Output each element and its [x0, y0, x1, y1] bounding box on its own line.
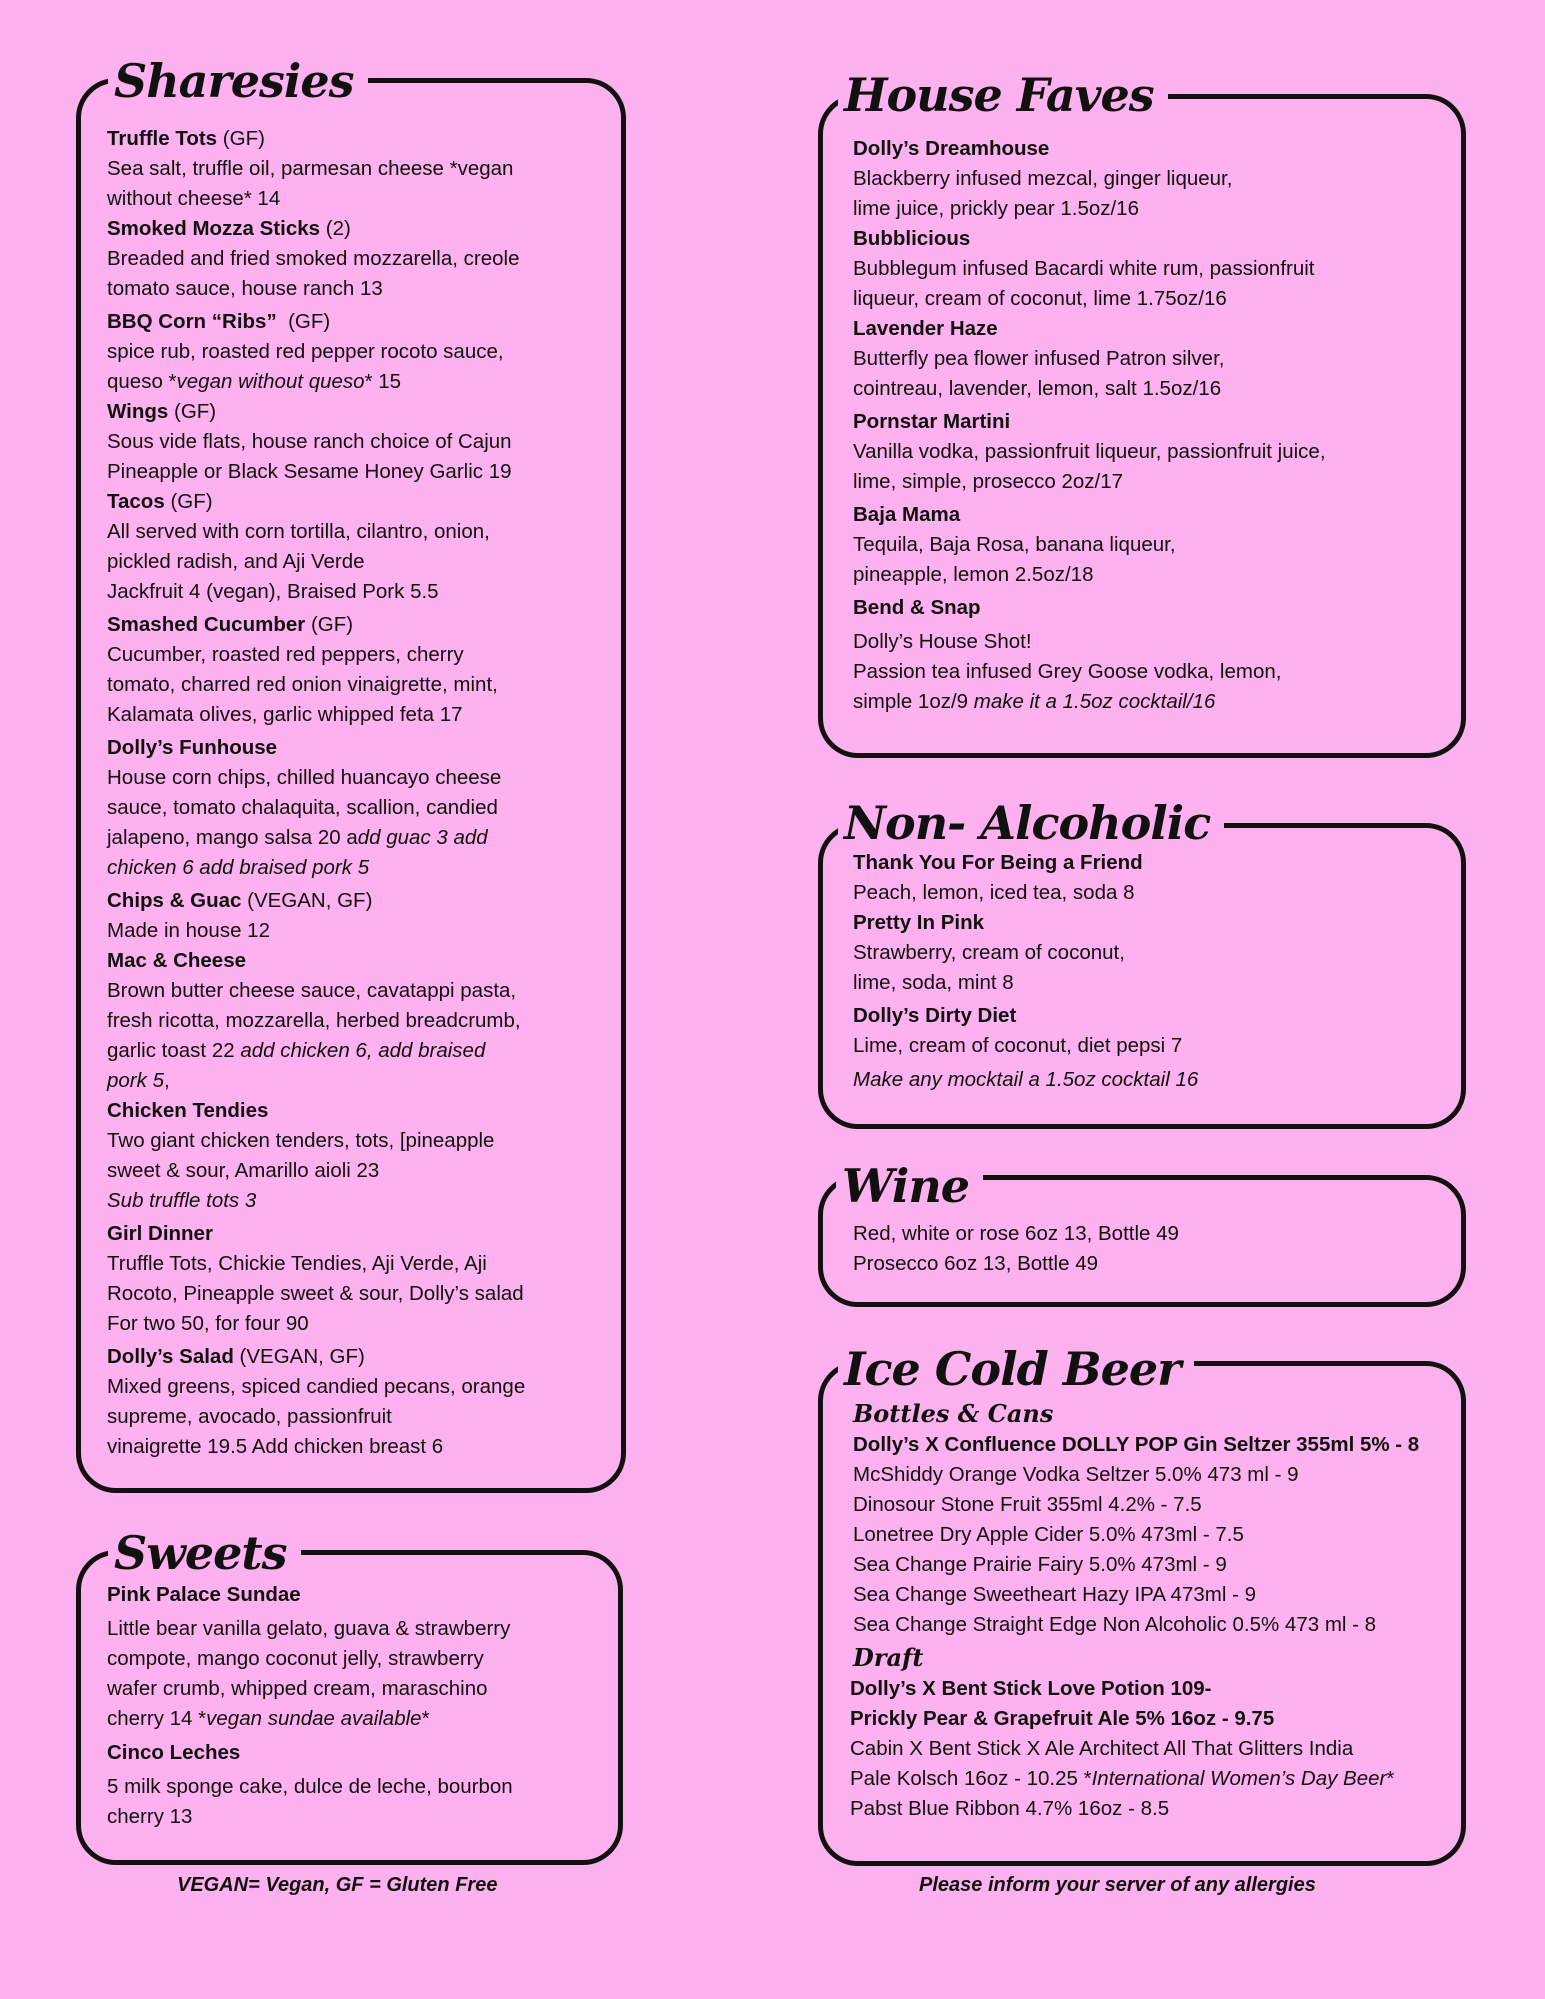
- item-desc: lime juice, prickly pear 1.5oz/16: [853, 197, 1139, 220]
- item-tag: (GF): [310, 613, 354, 636]
- sweets-content: [107, 1580, 513, 1832]
- item-name: Smashed Cucumber: [107, 613, 306, 636]
- item-desc: cherry 13: [107, 1805, 193, 1828]
- mocktail-note: Make any mocktail a 1.5oz cocktail 16: [853, 1068, 1199, 1091]
- item-desc: Passion tea infused Grey Goose vodka, lemon,: [853, 660, 1282, 683]
- item-desc: Mixed greens, spiced candied pecans, orange: [107, 1375, 526, 1398]
- item-desc: Brown butter cheese sauce, cavatappi pasta,: [107, 979, 517, 1002]
- item-name: Dolly’s Dirty Diet: [853, 1004, 1017, 1027]
- menu-item-chips-guac: [107, 886, 525, 946]
- item-desc: fresh ricotta, mozzarella, herbed breadcrumb,: [107, 1009, 521, 1032]
- item-desc: without cheese* 14: [107, 187, 281, 210]
- item-desc: tomato sauce, house ranch 13: [107, 277, 383, 300]
- menu-item-cinco-leches: [107, 1738, 513, 1832]
- item-desc: * 15: [364, 370, 402, 393]
- item-desc: Cucumber, roasted red peppers, cherry: [107, 643, 464, 666]
- item-name: Dolly’s Salad: [107, 1345, 234, 1368]
- wine-content: [853, 1219, 1179, 1279]
- item-name: Tacos: [107, 490, 165, 513]
- item-desc: cointreau, lavender, lemon, salt 1.5oz/16: [853, 377, 1222, 400]
- wine-title: Wine: [836, 1163, 983, 1209]
- item-desc: compote, mango coconut jelly, strawberry: [107, 1647, 484, 1670]
- item-name: Thank You For Being a Friend: [853, 851, 1143, 874]
- item-desc: House corn chips, chilled huancayo cheese: [107, 766, 502, 789]
- sharesies-content: [107, 124, 525, 1462]
- item-desc: Lime, cream of coconut, diet pepsi 7: [853, 1034, 1183, 1057]
- item-desc: Sea salt, truffle oil, parmesan cheese *vegan: [107, 157, 514, 180]
- house-faves-title: House Faves: [838, 72, 1168, 118]
- beer-item: Lonetree Dry Apple Cider 5.0% 473ml - 7.5: [853, 1523, 1244, 1546]
- menu-item-dollys-salad: [107, 1342, 525, 1462]
- drink-thank-you-friend: [853, 848, 1198, 908]
- non-alcoholic-title: Non- Alcoholic: [838, 800, 1224, 846]
- item-desc: Breaded and fried smoked mozzarella, creole: [107, 247, 520, 270]
- item-name: Wings: [107, 400, 169, 423]
- item-desc: garlic toast 22: [107, 1039, 241, 1062]
- drink-pretty-in-pink: [853, 908, 1198, 998]
- item-desc: Peach, lemon, iced tea, soda 8: [853, 881, 1135, 904]
- item-desc: Two giant chicken tenders, tots, [pineapple: [107, 1129, 495, 1152]
- item-desc-note: pork 5: [107, 1069, 164, 1092]
- beer-item: Pale Kolsch 16oz - 10.25 *: [850, 1767, 1092, 1790]
- item-name: Baja Mama: [853, 503, 961, 526]
- wine-line: Prosecco 6oz 13, Bottle 49: [853, 1252, 1099, 1275]
- item-name: Lavender Haze: [853, 317, 998, 340]
- item-name: Mac & Cheese: [107, 949, 247, 972]
- item-desc: Tequila, Baja Rosa, banana liqueur,: [853, 533, 1176, 556]
- item-desc: pickled radish, and Aji Verde: [107, 550, 365, 573]
- item-desc: cherry 14 *: [107, 1707, 207, 1730]
- beer-item: Dolly’s X Confluence DOLLY POP Gin Seltzer 355ml 5% - 8: [853, 1433, 1420, 1456]
- item-desc: sauce, tomato chalaquita, scallion, candied: [107, 796, 498, 819]
- item-desc: Strawberry, cream of coconut,: [853, 941, 1125, 964]
- item-name: Truffle Tots: [107, 127, 218, 150]
- beer-item: Sea Change Prairie Fairy 5.0% 473ml - 9: [853, 1553, 1227, 1576]
- item-desc: ,: [163, 1069, 170, 1092]
- beer-item: Pabst Blue Ribbon 4.7% 16oz - 8.5: [850, 1797, 1170, 1820]
- drink-baja-mama: [853, 500, 1326, 590]
- dietary-legend: VEGAN= Vegan, GF = Gluten Free: [177, 1874, 498, 1896]
- beer-title: Ice Cold Beer: [838, 1346, 1194, 1392]
- beer-item: Dolly’s X Bent Stick Love Potion 109-: [850, 1677, 1212, 1700]
- sharesies-title: Sharesies: [108, 58, 368, 104]
- item-desc-note: chicken 6 add braised pork 5: [107, 856, 370, 879]
- item-desc: jalapeno, mango salsa 20 a: [107, 826, 358, 849]
- item-desc: sweet & sour, Amarillo aioli 23: [107, 1159, 380, 1182]
- drink-lavender-haze: [853, 314, 1326, 404]
- item-tag: (GF): [170, 490, 213, 513]
- item-name: Girl Dinner: [107, 1222, 213, 1245]
- item-name: Smoked Mozza Sticks: [107, 217, 321, 240]
- menu-item-mac-cheese: [107, 946, 525, 1096]
- item-tag: (VEGAN, GF): [239, 1345, 365, 1368]
- item-name: Pornstar Martini: [853, 410, 1011, 433]
- drink-dollys-dreamhouse: [853, 134, 1326, 224]
- item-desc: Rocoto, Pineapple sweet & sour, Dolly’s salad: [107, 1282, 524, 1305]
- item-desc: Jackfruit 4 (vegan), Braised Pork 5.5: [107, 580, 439, 603]
- menu-item-wings: [107, 397, 525, 487]
- item-desc: queso *: [107, 370, 177, 393]
- item-tag: (GF): [222, 127, 265, 150]
- beer-item: Dinosour Stone Fruit 355ml 4.2% - 7.5: [853, 1493, 1202, 1516]
- item-desc: pineapple, lemon 2.5oz/18: [853, 563, 1094, 586]
- drink-bend-snap: [853, 593, 1326, 717]
- house-faves-content: [853, 134, 1326, 717]
- menu-item-chicken-tendies: [107, 1096, 525, 1216]
- item-tag: (GF): [288, 310, 331, 333]
- item-desc: lime, soda, mint 8: [853, 971, 1014, 994]
- draft-heading: Draft: [853, 1643, 924, 1672]
- menu-item-girl-dinner: [107, 1219, 525, 1339]
- item-desc: Dolly’s House Shot!: [853, 630, 1032, 653]
- item-desc: spice rub, roasted red pepper rocoto sauce,: [107, 340, 504, 363]
- beer-item: McShiddy Orange Vodka Seltzer 5.0% 473 ml - 9: [853, 1463, 1299, 1486]
- item-desc: simple 1oz/9: [853, 690, 974, 713]
- item-desc: 5 milk sponge cake, dulce de leche, bourbon: [107, 1775, 513, 1798]
- item-name: BBQ Corn “Ribs”: [107, 310, 277, 333]
- item-desc-note: vegan without queso: [176, 370, 365, 393]
- item-tag: (2): [325, 217, 351, 240]
- item-desc: Pineapple or Black Sesame Honey Garlic 19: [107, 460, 512, 483]
- allergy-notice: Please inform your server of any allergies: [919, 1874, 1316, 1896]
- item-desc: Kalamata olives, garlic whipped feta 17: [107, 703, 463, 726]
- menu-item-truffle-tots: [107, 124, 525, 214]
- item-desc: Butterfly pea flower infused Patron silver,: [853, 347, 1225, 370]
- item-desc: wafer crumb, whipped cream, maraschino: [107, 1677, 488, 1700]
- item-desc: Little bear vanilla gelato, guava & strawberry: [107, 1617, 511, 1640]
- beer-item: Prickly Pear & Grapefruit Ale 5% 16oz - 9.75: [850, 1707, 1275, 1730]
- menu-item-smashed-cucumber: [107, 610, 525, 730]
- item-desc-note: add chicken 6, add braised: [240, 1039, 486, 1062]
- bottles-cans-heading: Bottles & Cans: [853, 1399, 1054, 1428]
- item-desc: Bubblegum infused Bacardi white rum, passionfruit: [853, 257, 1315, 280]
- item-name: Bubblicious: [853, 227, 971, 250]
- item-desc: Vanilla vodka, passionfruit liqueur, passionfruit juice,: [853, 440, 1326, 463]
- drink-bubblicious: [853, 224, 1326, 314]
- sweets-title: Sweets: [108, 1530, 301, 1576]
- beer-item: Cabin X Bent Stick X Ale Architect All That Glitters India: [850, 1737, 1354, 1760]
- item-name: Dolly’s Dreamhouse: [853, 137, 1050, 160]
- wine-line: Red, white or rose 6oz 13, Bottle 49: [853, 1222, 1179, 1245]
- item-name: Chicken Tendies: [107, 1099, 269, 1122]
- item-name: Chips & Guac: [107, 889, 242, 912]
- item-desc: Made in house 12: [107, 919, 270, 942]
- item-name: Cinco Leches: [107, 1741, 241, 1764]
- beer-item: Sea Change Straight Edge Non Alcoholic 0.5% 473 ml - 8: [853, 1613, 1377, 1636]
- item-desc: Blackberry infused mezcal, ginger liqueur,: [853, 167, 1233, 190]
- item-tag: (VEGAN, GF): [247, 889, 373, 912]
- menu-item-pink-palace-sundae: [107, 1580, 513, 1734]
- item-desc: For two 50, for four 90: [107, 1312, 309, 1335]
- item-desc: All served with corn tortilla, cilantro, onion,: [107, 520, 490, 543]
- item-desc-note: make it a 1.5oz cocktail/16: [973, 690, 1216, 713]
- item-desc: Sous vide flats, house ranch choice of Cajun: [107, 430, 512, 453]
- beer-item: Sea Change Sweetheart Hazy IPA 473ml - 9: [853, 1583, 1257, 1606]
- item-desc: liqueur, cream of coconut, lime 1.75oz/16: [853, 287, 1227, 310]
- item-desc: tomato, charred red onion vinaigrette, mint,: [107, 673, 498, 696]
- item-desc: supreme, avocado, passionfruit: [107, 1405, 392, 1428]
- item-name: Dolly’s Funhouse: [107, 736, 278, 759]
- menu-item-tacos: [107, 487, 525, 607]
- item-tag: (GF): [174, 400, 217, 423]
- item-desc: lime, simple, prosecco 2oz/17: [853, 470, 1124, 493]
- item-name: Pretty In Pink: [853, 911, 985, 934]
- beer-item: *: [1386, 1767, 1395, 1790]
- item-name: Pink Palace Sundae: [107, 1583, 301, 1606]
- menu-item-mozza-sticks: [107, 214, 525, 304]
- item-desc: vinaigrette 19.5 Add chicken breast 6: [107, 1435, 444, 1458]
- beer-content: [850, 1398, 1420, 1824]
- drink-pornstar-martini: [853, 407, 1326, 497]
- item-desc: *: [421, 1707, 430, 1730]
- menu-item-corn-ribs: [107, 307, 525, 397]
- item-desc-note: Sub truffle tots 3: [107, 1189, 257, 1212]
- beer-item-note: International Women’s Day Beer: [1091, 1767, 1387, 1790]
- drink-dirty-diet: [853, 1001, 1198, 1061]
- item-desc-note: vegan sundae available: [206, 1707, 422, 1730]
- non-alcoholic-content: [853, 848, 1198, 1095]
- menu-item-dollys-funhouse: [107, 733, 525, 883]
- item-desc-note: dd guac 3 add: [357, 826, 488, 849]
- item-desc: Truffle Tots, Chickie Tendies, Aji Verde, Aji: [107, 1252, 487, 1275]
- item-name: Bend & Snap: [853, 596, 981, 619]
